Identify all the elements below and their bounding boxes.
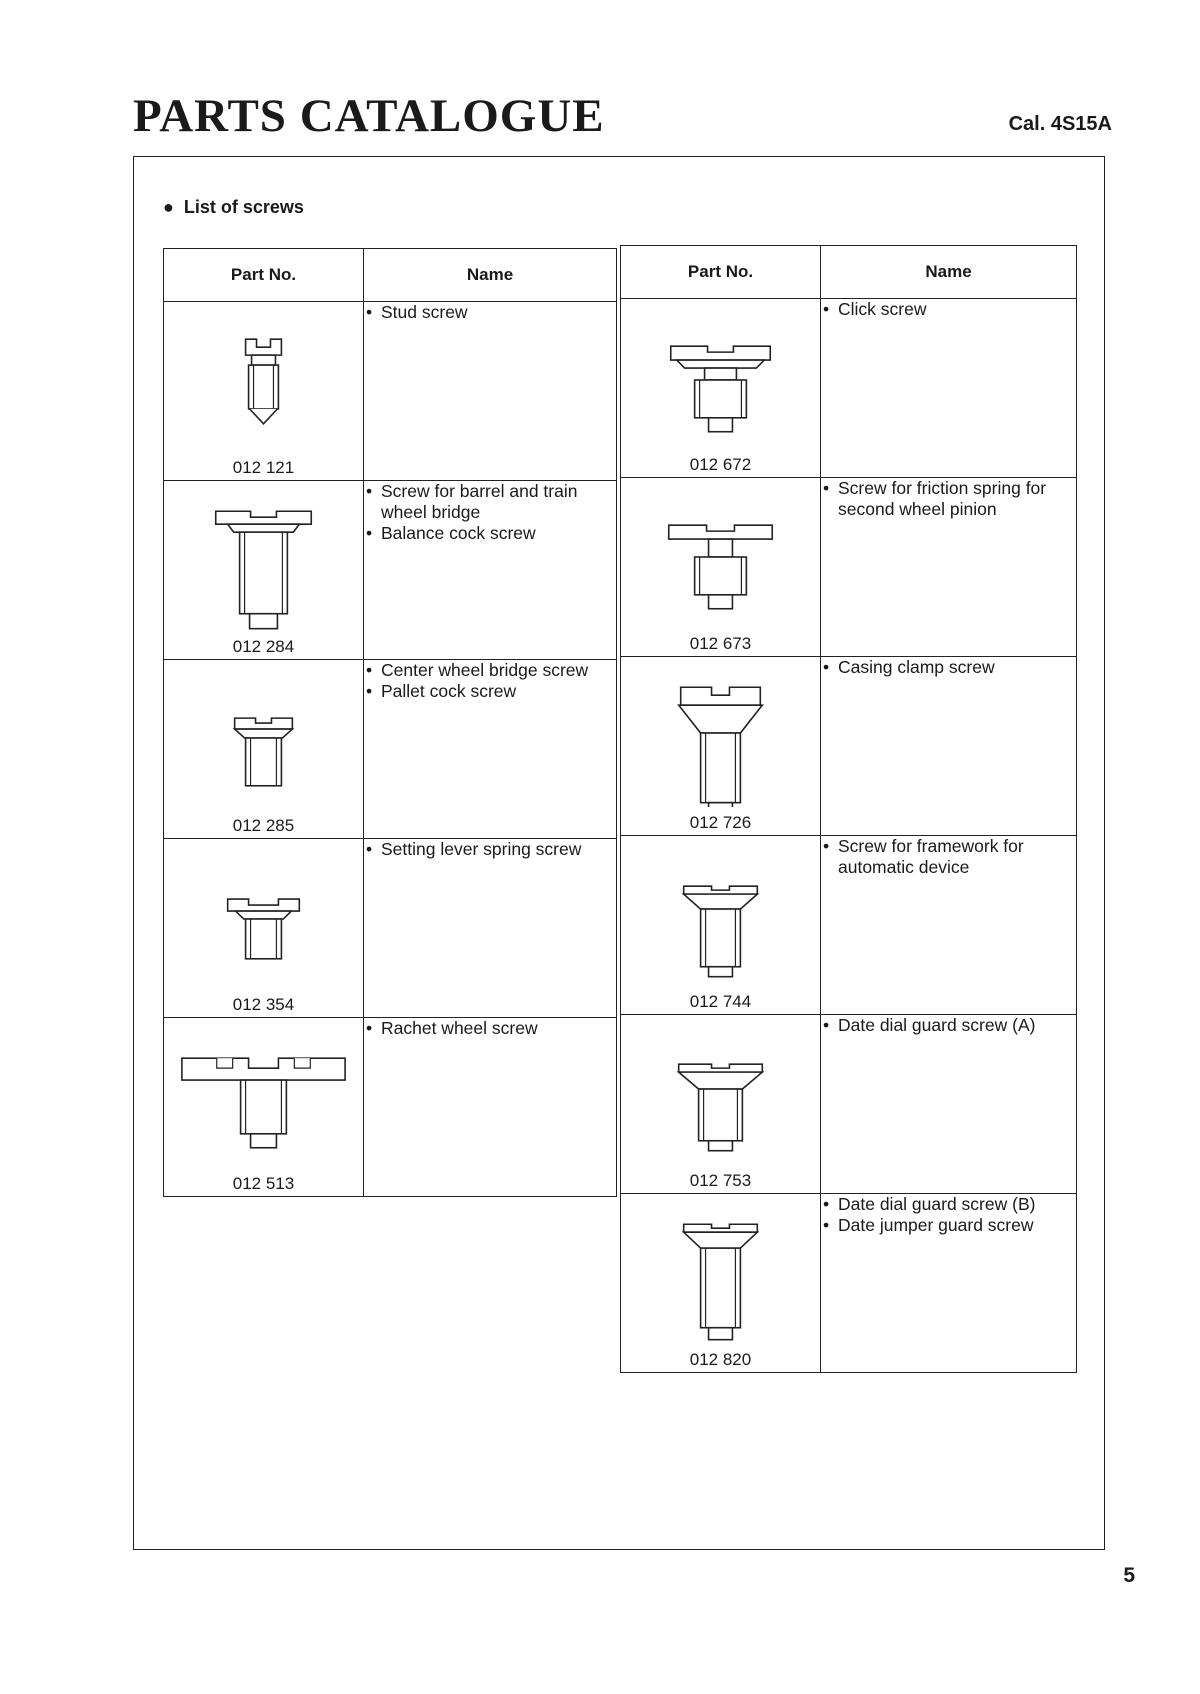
part-name: • Screw for barrel and train wheel bridge: [364, 481, 616, 523]
name-cell: [821, 657, 1077, 836]
barrel-bridge-screw-icon: [164, 491, 363, 631]
part-number: 012 285: [232, 816, 295, 835]
part-number: 012 672: [689, 455, 752, 474]
part-number: 012 354: [232, 995, 295, 1014]
table-row: [621, 1015, 1077, 1194]
part-cell: [621, 836, 821, 1015]
rachet-wheel-screw-icon: [164, 1028, 363, 1168]
name-cell: [821, 836, 1077, 1015]
name-cell: [364, 302, 617, 481]
table-row: [164, 481, 617, 660]
name-cell: [364, 481, 617, 660]
part-cell: [164, 660, 364, 839]
part-cell: [621, 1015, 821, 1194]
casing-clamp-screw-icon: [621, 667, 820, 807]
part-cell: [164, 481, 364, 660]
name-list: [364, 660, 616, 702]
part-cell: [164, 839, 364, 1018]
name-list: [364, 1018, 616, 1039]
caliber-label: Cal. 4S15A: [1008, 113, 1112, 135]
part-cell: [621, 299, 821, 478]
name-list: [821, 1015, 1076, 1036]
page-title: PARTS CATALOGUE: [133, 90, 605, 142]
part-cell: [621, 478, 821, 657]
column-header-name: Name: [364, 249, 617, 302]
part-name: • Balance cock screw: [364, 523, 616, 544]
part-number: 012 753: [689, 1171, 752, 1190]
part-number: 012 820: [689, 1350, 752, 1369]
name-cell: [821, 1194, 1077, 1373]
name-cell: [364, 1018, 617, 1197]
part-name: • Pallet cock screw: [364, 681, 616, 702]
part-name: • Click screw: [821, 299, 1076, 320]
name-cell: [821, 1015, 1077, 1194]
part-name: • Stud screw: [364, 302, 616, 323]
column-header-part-no: Part No.: [164, 249, 364, 302]
part-number: 012 744: [689, 992, 752, 1011]
name-list: [821, 1194, 1076, 1236]
name-cell: [364, 660, 617, 839]
click-screw-icon: [621, 309, 820, 449]
part-name: • Date jumper guard screw: [821, 1215, 1076, 1236]
part-name: • Screw for framework for automatic device: [821, 836, 1076, 878]
table-row: [164, 1018, 617, 1197]
column-header-name: Name: [821, 246, 1077, 299]
name-list: [364, 302, 616, 323]
center-wheel-bridge-screw-icon: [164, 670, 363, 810]
name-cell: [364, 839, 617, 1018]
part-number: 012 513: [232, 1174, 295, 1193]
table-row: [164, 660, 617, 839]
part-number: 012 284: [232, 637, 295, 656]
name-list: [821, 478, 1076, 520]
bullet-icon: ●: [163, 197, 174, 217]
part-number: 012 673: [689, 634, 752, 653]
part-cell: [164, 1018, 364, 1197]
part-name: • Screw for friction spring for second wheel pinion: [821, 478, 1076, 520]
part-cell: [164, 302, 364, 481]
section-heading: [163, 197, 304, 218]
name-list: [821, 836, 1076, 878]
part-name: • Rachet wheel screw: [364, 1018, 616, 1039]
part-name: • Casing clamp screw: [821, 657, 1076, 678]
date-dial-guard-screw-a-icon: [621, 1025, 820, 1165]
friction-spring-screw-icon: [621, 488, 820, 628]
table-row: [164, 839, 617, 1018]
part-cell: [621, 657, 821, 836]
table-row: [621, 657, 1077, 836]
table-row: [621, 836, 1077, 1015]
page-number: 5: [1123, 1564, 1135, 1587]
part-name: • Center wheel bridge screw: [364, 660, 616, 681]
name-list: [364, 839, 616, 860]
name-list: [821, 657, 1076, 678]
name-list: [364, 481, 616, 544]
name-list: [821, 299, 1076, 320]
date-dial-guard-screw-b-icon: [621, 1204, 820, 1344]
name-cell: [821, 478, 1077, 657]
right-parts-table: [620, 245, 1077, 1373]
stud-screw-icon: [164, 312, 363, 452]
table-row: [621, 478, 1077, 657]
left-parts-table: [163, 248, 617, 1197]
part-number: 012 121: [232, 458, 295, 477]
section-heading-text: List of screws: [183, 197, 304, 217]
table-row: [621, 1194, 1077, 1373]
part-name: • Date dial guard screw (B): [821, 1194, 1076, 1215]
part-name: • Date dial guard screw (A): [821, 1015, 1076, 1036]
name-cell: [821, 299, 1077, 478]
table-row: [164, 302, 617, 481]
table-row: [621, 299, 1077, 478]
setting-lever-spring-screw-icon: [164, 849, 363, 989]
part-name: • Setting lever spring screw: [364, 839, 616, 860]
column-header-part-no: Part No.: [621, 246, 821, 299]
framework-screw-icon: [621, 846, 820, 986]
part-number: 012 726: [689, 813, 752, 832]
part-cell: [621, 1194, 821, 1373]
